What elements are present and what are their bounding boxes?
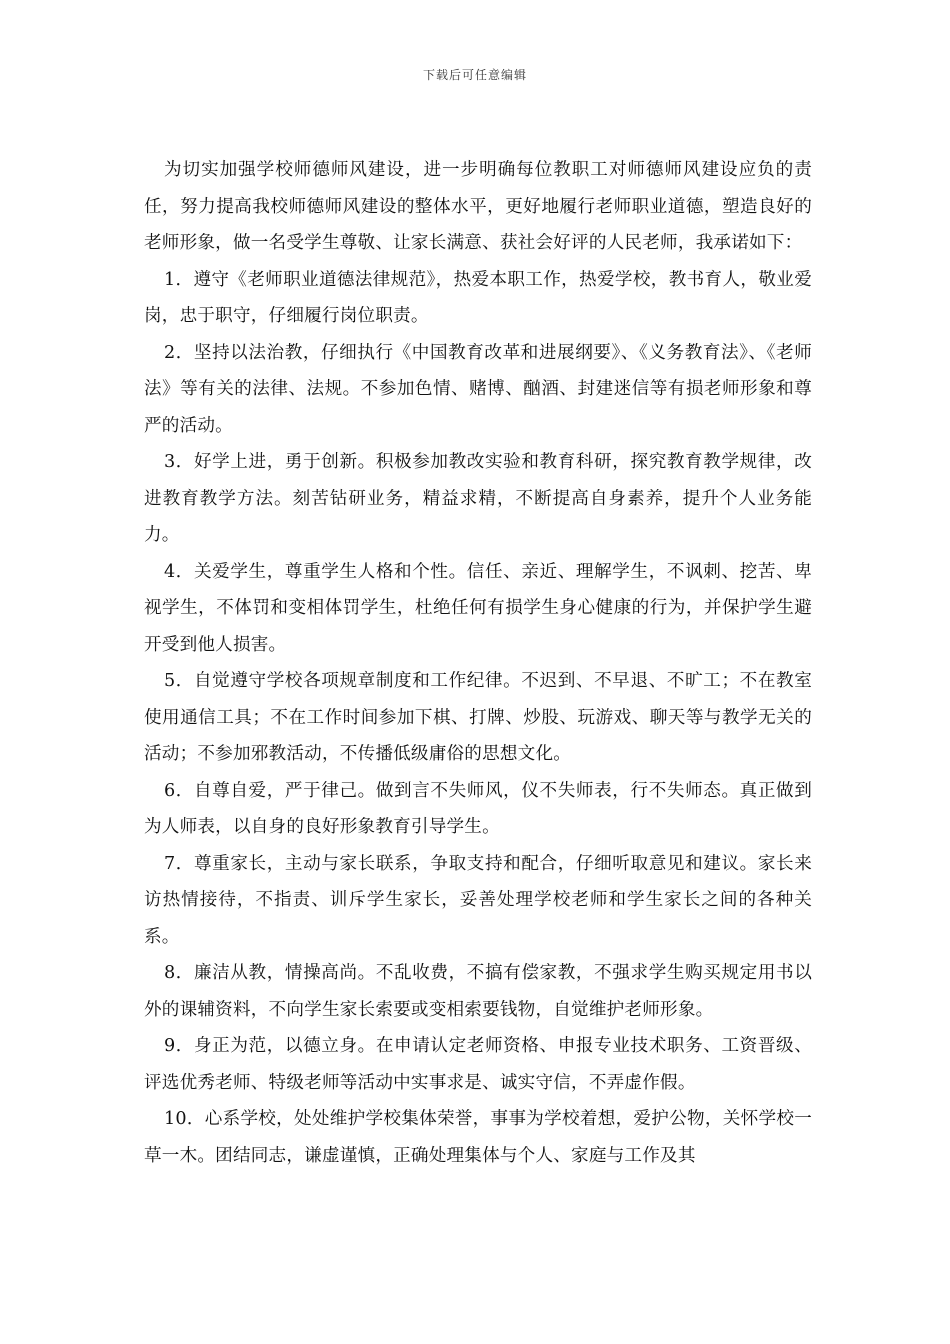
pledge-item-10: 10．心系学校，处处维护学校集体荣誉，事事为学校着想，爱护公物，关怀学校一草一木。团结同志，谦虚谨慎，正确处理集体与个人、家庭与工作及其	[144, 1109, 812, 1166]
pledge-item-3: 3．好学上进，勇于创新。积极参加教改实验和教育科研，探究教育教学规律，改进教育教学方法。刻苦钻研业务，精益求精，不断提高自身素养，提升个人业务能力。	[144, 452, 812, 545]
pledge-item-2: 2．坚持以法治教，仔细执行《中国教育改革和进展纲要》、《义务教育法》、《老师法》等有关的法律、法规。不参加色情、赌博、酗酒、封建迷信等有损老师形象和尊严的活动。	[144, 342, 812, 436]
pledge-item-8: 8．廉洁从教，情操高尚。不乱收费，不搞有偿家教，不强求学生购买规定用书以外的课辅资料，不向学生家长索要或变相索要钱物，自觉维护老师形象。	[144, 963, 812, 1020]
pledge-item-6: 6．自尊自爱，严于律己。做到言不失师风，仪不失师表，行不失师态。真正做到为人师表，以自身的良好形象教育引导学生。	[144, 780, 812, 837]
pledge-item-1: 1．遵守《老师职业道德法律规范》，热爱本职工作，热爱学校，教书育人，敬业爱岗，忠于职守，仔细履行岗位职责。	[144, 269, 812, 326]
pledge-item-4: 4．关爱学生，尊重学生人格和个性。信任、亲近、理解学生，不讽刺、挖苦、卑视学生，不体罚和变相体罚学生，杜绝任何有损学生身心健康的行为，并保护学生避开受到他人损害。	[144, 561, 812, 655]
pledge-item-9: 9．身正为范，以德立身。在申请认定老师资格、申报专业技术职务、工资晋级、评选优秀老师、特级老师等活动中实事求是、诚实守信，不弄虚作假。	[144, 1036, 812, 1093]
pledge-item-7: 7．尊重家长，主动与家长联系，争取支持和配合，仔细听取意见和建议。家长来访热情接待，不指责、训斥学生家长，妥善处理学校老师和学生家长之间的各种关系。	[144, 853, 812, 947]
page-header-note: 下载后可任意编辑	[422, 68, 527, 82]
pledge-item-5: 5．自觉遵守学校各项规章制度和工作纪律。不迟到、不早退、不旷工；不在教室使用通信工具；不在工作时间参加下棋、打牌、炒股、玩游戏、聊天等与教学无关的活动；不参加邪教活动，不传播低级庸俗的思想文化。	[144, 671, 812, 764]
document-body	[144, 152, 812, 1174]
intro-paragraph: 为切实加强学校师德师风建设，进一步明确每位教职工对师德师风建设应负的责任，努力提高我校师德师风建设的整体水平，更好地履行老师职业道德，塑造良好的老师形象，做一名受学生尊敬、让家长满意、获社会好评的人民老师，我承诺如下：	[144, 160, 812, 253]
